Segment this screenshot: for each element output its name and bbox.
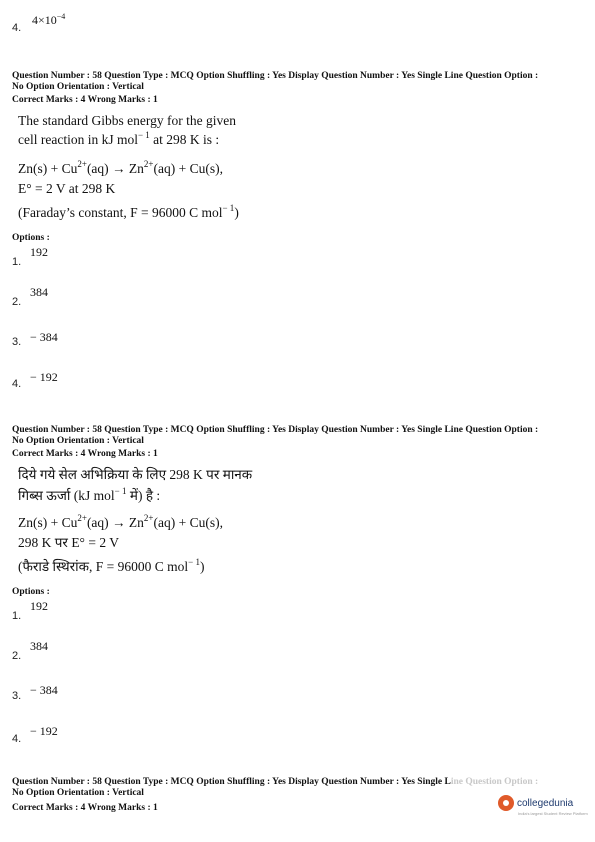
- watermark-tagline: India's largest Student Review Platform: [518, 811, 588, 816]
- option-number: 4.: [12, 378, 22, 390]
- question-text-line-2: cell reaction in kJ mol$^{- 1}$ at 298 K is :: [18, 130, 220, 147]
- option-value[interactable]: − 192: [30, 370, 58, 384]
- question-meta-line-1: Question Number : 58 Question Type : MCQ Option Shuffling : Yes Display Question Number : Yes Single Line Question Option :: [12, 425, 539, 435]
- standard-potential: 298 K पर E° = 2 V: [18, 535, 119, 550]
- collegedunia-logo-icon: [498, 795, 514, 811]
- option-value[interactable]: 384: [30, 285, 48, 299]
- options-label: Options :: [12, 587, 50, 597]
- faraday-constant: (Faraday’s constant, F = 96000 C mol$^{- 1}$): [18, 203, 239, 220]
- question-meta-line-2: No Option Orientation : Vertical: [12, 436, 144, 446]
- faraday-constant: (फैराडे स्थिरांक, F = 96000 C mol$^{- 1}$): [18, 557, 205, 574]
- question-meta-line-1: Question Number : 58 Question Type : MCQ Option Shuffling : Yes Display Question Number : Yes Single Line Question Option :: [12, 71, 539, 81]
- options-label: Options :: [12, 233, 50, 243]
- option-number: 1.: [12, 610, 22, 622]
- option-value: $4\times 10^{-4}$: [32, 12, 66, 27]
- question-meta-line-1: Question Number : 58 Question Type : MCQ Option Shuffling : Yes Display Question Number : Yes Single Line Question Option :: [12, 777, 539, 787]
- question-text-line-2: गिब्स ऊर्जा (kJ mol$^{- 1}$ में) है :: [18, 486, 161, 503]
- collegedunia-watermark: [498, 795, 588, 816]
- option-value[interactable]: − 384: [30, 330, 58, 344]
- question-meta-line-2: No Option Orientation : Vertical: [12, 82, 144, 92]
- reaction-equation: $Zn(s) + Cu^{2+}(aq) \to Zn^{2+}(aq) + Cu(s)$,: [18, 159, 223, 176]
- reaction-equation: $Zn(s) + Cu^{2+}(aq) \to Zn^{2+}(aq) + Cu(s)$,: [18, 513, 223, 530]
- marks-line: Correct Marks : 4 Wrong Marks : 1: [12, 449, 158, 459]
- option-value[interactable]: 192: [30, 599, 48, 613]
- option-number: 2.: [12, 296, 22, 308]
- question-text-line-1: दिये गये सेल अभिक्रिया के लिए 298 K पर मानक: [18, 467, 253, 482]
- option-number: 1.: [12, 256, 22, 268]
- option-value[interactable]: 192: [30, 245, 48, 259]
- option-number: 3.: [12, 336, 22, 348]
- option-number: 4.: [12, 733, 22, 745]
- option-value[interactable]: − 384: [30, 683, 58, 697]
- option-value[interactable]: − 192: [30, 724, 58, 738]
- option-value[interactable]: 384: [30, 639, 48, 653]
- option-number: 2.: [12, 650, 22, 662]
- standard-potential: E° = 2 V at 298 K: [18, 181, 116, 196]
- marks-line: Correct Marks : 4 Wrong Marks : 1: [12, 803, 158, 813]
- marks-line: Correct Marks : 4 Wrong Marks : 1: [12, 95, 158, 105]
- question-meta-line-2: No Option Orientation : Vertical: [12, 788, 144, 798]
- question-text-line-1: The standard Gibbs energy for the given: [18, 113, 236, 128]
- watermark-logo: [498, 795, 588, 811]
- watermark-brand: collegedunia: [517, 797, 574, 809]
- option-number: 4.: [12, 22, 22, 34]
- option-number: 3.: [12, 690, 22, 702]
